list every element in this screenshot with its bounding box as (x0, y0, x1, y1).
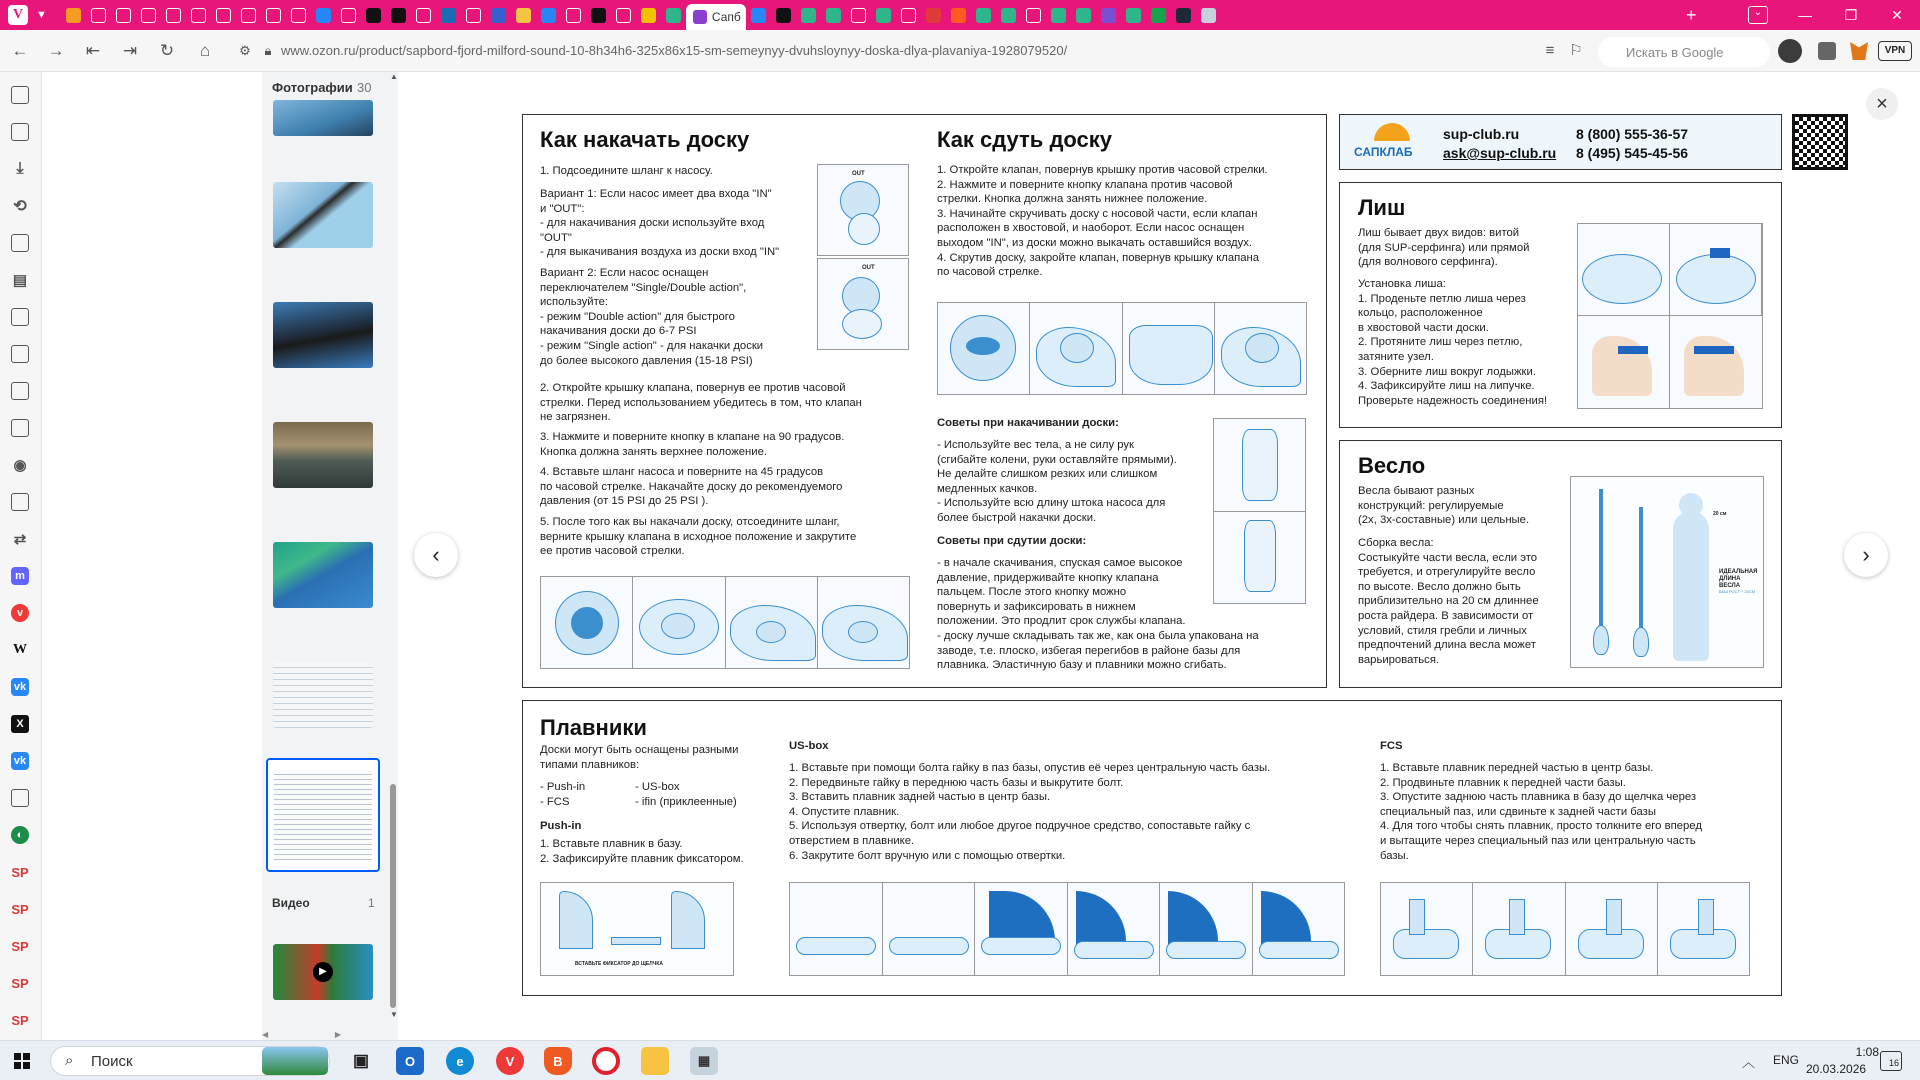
tab-favicon-icon (951, 8, 966, 23)
contacts-icon[interactable] (11, 493, 29, 511)
browser-tab[interactable] (611, 0, 636, 30)
browser-tab[interactable] (86, 0, 111, 30)
maximize-button[interactable]: ❐ (1844, 6, 1858, 23)
tab-favicon-icon (166, 8, 181, 23)
windows-taskbar (0, 1040, 1920, 1080)
tray-overflow-icon[interactable]: ︿ (1742, 1055, 1756, 1070)
browser-tab[interactable] (361, 0, 386, 30)
vpn-button[interactable]: VPN (1878, 41, 1912, 61)
play-icon[interactable]: ▶ (313, 962, 333, 982)
brand-email[interactable]: ask@sup-club.ru (1443, 145, 1557, 161)
browser-tab[interactable] (1146, 0, 1171, 30)
inflate-step-5: 5. После того как вы накачали доску, отсоедините шланг, верните крышку клапана в исходное положение и закрутите ее против часовой стрелки. (540, 516, 857, 558)
app-icon[interactable]: ▦ (690, 1047, 718, 1075)
browser-tab[interactable] (796, 0, 821, 30)
photos-count: 30 (357, 80, 372, 95)
browser-tab[interactable] (186, 0, 211, 30)
video-thumbnail[interactable] (273, 944, 373, 1000)
gallery-thumbnail[interactable] (273, 100, 373, 136)
calendar-icon[interactable] (11, 382, 29, 400)
browser-tab[interactable] (286, 0, 311, 30)
web-panel-icon[interactable]: ◐ (11, 826, 29, 844)
tab-favicon-icon (901, 8, 916, 23)
vivaldi-icon[interactable]: v (11, 604, 29, 622)
tab-favicon-icon (566, 8, 581, 23)
fins-types-right: - US-box - ifin (приклеенные) (635, 781, 737, 808)
chevron-down-icon[interactable]: ▼ (36, 9, 47, 21)
inflate-step-2: 2. Откройте крышку клапана, повернув ее против часовой стрелки. Перед использованием убедитесь в том, что клапан не загрязнен. (540, 382, 862, 424)
browser-tab[interactable] (336, 0, 361, 30)
gallery-thumbnail[interactable] (273, 422, 373, 488)
video-count: 1 (368, 896, 375, 910)
vk-icon[interactable]: vk (11, 678, 29, 696)
clock-date[interactable]: 20.03.2026 (1806, 1062, 1867, 1076)
pushin-caption: ВСТАВЬТЕ ФИКСАТОР ДО ЩЕЛЧКА (575, 961, 663, 967)
tab-favicon-icon (776, 8, 791, 23)
browser-tab[interactable] (261, 0, 286, 30)
chevron-right-icon: › (1862, 542, 1870, 567)
file-explorer-icon[interactable] (641, 1047, 669, 1075)
history-icon[interactable]: ⟲ (13, 198, 27, 215)
clock-time[interactable]: 1:08 (1855, 1045, 1879, 1059)
reading-list-icon[interactable] (11, 123, 29, 141)
vivaldi-taskbar-icon[interactable]: V (496, 1047, 524, 1075)
browser-tab[interactable] (136, 0, 161, 30)
tab-list-icon[interactable]: ⌄ (1748, 6, 1768, 24)
bookmarks-panel-icon[interactable] (11, 86, 29, 104)
bookmark-icon[interactable]: ⚐ (1569, 42, 1583, 59)
paddle-extra-length: 20 см (1713, 511, 1727, 517)
tab-favicon-icon (1001, 8, 1016, 23)
browser-tab[interactable] (946, 0, 971, 30)
horizontal-scrollbar[interactable]: ◀ ▶ (262, 1030, 341, 1039)
inflate-step-3: 3. Нажмите и поверните кнопку в клапане на 90 градусов. Кнопка должна занять верхнее положение. (540, 431, 845, 458)
tab-favicon-icon (141, 8, 156, 23)
scroll-down-icon[interactable]: ▼ (390, 1010, 398, 1019)
new-tab-button[interactable]: + (1686, 5, 1697, 25)
address-toolbar (0, 30, 1920, 72)
forward-button[interactable]: → (47, 41, 65, 60)
search-highlight-image[interactable] (262, 1047, 328, 1075)
photo-gallery (262, 72, 398, 1042)
brand-phone-2: 8 (495) 545-45-56 (1576, 145, 1689, 161)
notification-count[interactable]: 16 (1880, 1051, 1902, 1071)
tips-inflate: - Используйте вес тела, а не силу рук (сгибайте колени, руки оставляйте прямыми). Не делайте слишком резких или слишком медленных качков. - Используйте всю длину штока насоса для более быстрой накачки доски. (937, 439, 1177, 524)
paddle-panel (1339, 440, 1782, 688)
browser-tab[interactable] (61, 0, 86, 30)
usbox-illustration (789, 882, 1345, 976)
deflate-steps: 1. Откройте клапан, повернув крышку против часовой стрелки. 2. Нажмите и поверните кнопку клапана против часовой стрелки. Кнопка должна занять нижнее положение. 3. Начинайте скручивать доску с носовой части, если клапан расположен в хвостовой, и наоборот. Если насос оснащен выходом "IN", из доски можно выкачать оставшийся воздух. 4. Скрутив доску, закройте клапан, повернув крышку клапана по часовой стрелке. (937, 164, 1268, 279)
browser-side-panel (0, 72, 42, 1042)
browser-tab[interactable] (896, 0, 921, 30)
mail-icon[interactable] (11, 345, 29, 363)
browser-tab[interactable] (236, 0, 261, 30)
profile-avatar[interactable] (1778, 39, 1802, 63)
browser-tab[interactable] (1096, 0, 1121, 30)
tab-favicon-icon (1201, 8, 1216, 23)
fins-types-left: - Push-in - FCS (540, 781, 586, 808)
translate-icon[interactable] (11, 308, 29, 326)
inflate-steps-illustration (540, 576, 910, 669)
pushin-title: Push-in (540, 820, 582, 832)
tasks-icon[interactable] (11, 419, 29, 437)
close-viewer-button[interactable]: × (1866, 88, 1898, 120)
tab-favicon-icon (1126, 8, 1141, 23)
brave-icon[interactable]: B (544, 1047, 572, 1075)
tab-favicon-icon (926, 8, 941, 23)
inflate-step-4: 4. Вставьте шланг насоса и поверните на 45 градусов по часовой стрелке. Накачайте доску до рекомендуемого давления (от 15 PSI до 25 PSI ). (540, 466, 843, 508)
pushin-steps: 1. Вставьте плавник в базу. 2. Зафиксируйте плавник фиксатором. (540, 838, 744, 865)
pushin-illustration (540, 882, 734, 976)
rewind-button[interactable]: ⇤ (85, 41, 101, 60)
browser-tab[interactable] (821, 0, 846, 30)
deflate-steps-illustration (937, 302, 1307, 395)
sp-panel-icon-2[interactable]: SP (11, 901, 29, 917)
tab-favicon-icon (1101, 8, 1116, 23)
tab-favicon-icon (541, 8, 556, 23)
browser-tab[interactable] (311, 0, 336, 30)
browser-tab[interactable] (436, 0, 461, 30)
fins-panel (522, 700, 1782, 996)
browser-tab[interactable] (586, 0, 611, 30)
tab-favicon-icon (441, 8, 456, 23)
browser-tab[interactable] (511, 0, 536, 30)
next-image-button[interactable] (1844, 533, 1888, 577)
tab-favicon-icon (1026, 8, 1041, 23)
opera-icon[interactable] (592, 1047, 620, 1075)
wikipedia-icon[interactable]: W (13, 642, 27, 657)
fins-intro: Доски могут быть оснащены разными типами плавников: (540, 744, 739, 771)
browser-tab[interactable] (161, 0, 186, 30)
minimize-button[interactable]: — (1798, 7, 1812, 23)
browser-tab[interactable] (661, 0, 686, 30)
edge-icon[interactable]: e (446, 1047, 474, 1075)
inflate-variant-1: Вариант 1: Если насос имеет два входа "IN" и "OUT": - для накачивания доски используйте вход "OUT" - для выкачивания воздуха из доски вход "IN" (540, 188, 780, 259)
tab-favicon-icon (641, 8, 656, 23)
browser-tab[interactable] (846, 0, 871, 30)
tab-favicon-icon (751, 8, 766, 23)
leash-title: Лиш (1358, 195, 1406, 220)
qr-code (1792, 114, 1848, 170)
scrollbar-thumb[interactable] (390, 784, 396, 1008)
tab-favicon-icon (116, 8, 131, 23)
search-icon: ⌕ (65, 1052, 74, 1069)
ideal-length-formula: ВАШ РОСТ + 20СМ (1719, 589, 1756, 594)
brand-header (1339, 114, 1782, 170)
sp-panel-icon[interactable]: SP (11, 864, 29, 880)
gallery-thumbnail[interactable] (273, 662, 373, 728)
pump-instructions-panel (522, 114, 1327, 688)
fins-title: Плавники (540, 715, 647, 740)
google-search-input[interactable]: Искать в Google (1598, 37, 1770, 67)
pump-in-label: OUT (862, 265, 875, 271)
ideal-length-label: ИДЕАЛЬНАЯ ДЛИНА ВЕСЛА (1719, 569, 1758, 589)
windows-start-icon[interactable] (14, 1053, 30, 1069)
deflate-title: Как сдуть доску (937, 127, 1113, 152)
pump-out-diagram (817, 164, 909, 256)
video-label: Видео (272, 896, 310, 910)
tab-favicon-icon (1076, 8, 1091, 23)
tips-deflate: - в начале скачивания, спуская самое высокое давление, придерживайте кнопку клапана пальцем. После этого кнопку можно повернуть и зафиксировать в нижнем положении. Это продлит срок службы клапана. - доску лучше складывать так же, как она была упакована на заводе, т.е. плоско, избегая перегибов в районе базы для плавника. Эластичную базу и плавники можно сгибать. (937, 557, 1259, 672)
reload-icon[interactable]: ↻ (159, 41, 175, 60)
inflate-title: Как накачать доску (540, 127, 750, 152)
leash-panel (1339, 182, 1782, 428)
browser-tab[interactable] (411, 0, 436, 30)
brand-site[interactable]: sup-club.ru (1443, 126, 1520, 142)
browser-tab[interactable] (1071, 0, 1096, 30)
tab-favicon-icon (1176, 8, 1191, 23)
downloads-icon[interactable]: ⤓ (16, 160, 24, 177)
sp-panel-icon-3[interactable]: SP (11, 938, 29, 954)
paddle-steps: Сборка весла: Состыкуйте части весла, если это требуется, и отрегулируйте весло по высоте. Весло должно быть приблизительно на 20 см длиннее роста райдера. В зависимости от условий, стиля гребли и личных предпочтений длина весла может варьироваться. (1358, 537, 1539, 666)
tab-favicon-icon (851, 8, 866, 23)
window-panel-icon[interactable]: ▤ (12, 272, 28, 289)
browser-tab[interactable] (871, 0, 896, 30)
tab-favicon-icon (616, 8, 631, 23)
pump-technique-illustration (1213, 418, 1306, 604)
notes-icon[interactable] (11, 234, 29, 252)
browser-tab[interactable] (111, 0, 136, 30)
browser-tab[interactable] (386, 0, 411, 30)
browser-tab[interactable] (1196, 0, 1221, 30)
tab-favicon-icon (341, 8, 356, 23)
chevron-left-icon: ‹ (432, 542, 440, 567)
tab-strip (0, 0, 1920, 30)
leash-intro: Лиш бывает двух видов: витой (для SUP-серфинга) или прямой (для волнового серфинга). (1358, 227, 1530, 269)
home-icon[interactable]: ⌂ (199, 41, 211, 60)
gallery-thumbnail-selected[interactable] (266, 758, 380, 872)
x-twitter-icon[interactable]: X (11, 715, 29, 733)
shield-icon[interactable] (1818, 42, 1836, 60)
pump-out-label: OUT (852, 171, 865, 177)
tab-favicon-icon (876, 8, 891, 23)
inflate-variant-2: Вариант 2: Если насос оснащен переключателем "Single/Double action", используйте: - режим "Double action" для быстрого накачивания доски до 6-7 PSI - режим "Single action" - для накачки доски до более высокого давления (15-18 PSI) (540, 267, 764, 367)
browser-tab[interactable] (461, 0, 486, 30)
reader-view-icon[interactable]: ≡ (1545, 42, 1555, 59)
paddle-illustration (1570, 476, 1764, 668)
site-settings-icon[interactable]: ⚙ (239, 43, 251, 58)
fcs-illustration (1380, 882, 1750, 976)
tab-favicon-icon (66, 8, 81, 23)
tab-favicon-icon (591, 8, 606, 23)
metamask-icon[interactable] (1850, 42, 1868, 60)
browser-tab[interactable] (921, 0, 946, 30)
close-window-button[interactable]: ✕ (1891, 6, 1903, 23)
browser-tab[interactable] (636, 0, 661, 30)
tips-deflate-title: Советы при сдутии доски: (937, 535, 1087, 547)
leash-steps: Установка лиша: 1. Проденьте петлю лиша через кольцо, расположенное в хвостовой части доски. 2. Протяните лиш через петлю, затяните узел. 3. Оберните лиш вокруг лодыжки. 4. Зафиксируйте лиш на липучке. Проверьте надежность соединения! (1358, 278, 1548, 407)
browser-tab[interactable] (746, 0, 771, 30)
tab-favicon-icon (801, 8, 816, 23)
tab-favicon-icon (241, 8, 256, 23)
feeds-icon[interactable]: ◉ (13, 457, 27, 474)
active-tab-title: Сапб (711, 9, 741, 24)
tab-favicon-icon (291, 8, 306, 23)
browser-tab[interactable] (1171, 0, 1196, 30)
tab-favicon-icon (216, 8, 231, 23)
previous-image-button[interactable] (414, 533, 458, 577)
language-indicator[interactable]: ENG (1773, 1053, 1800, 1067)
browser-tab[interactable] (996, 0, 1021, 30)
usbox-title: US-box (789, 740, 829, 752)
tab-favicon-icon (1151, 8, 1166, 23)
gallery-thumbnail[interactable] (273, 182, 373, 248)
supclub-logo: САПКЛАБ (1352, 121, 1432, 163)
sync-icon[interactable]: ⇄ (13, 531, 27, 548)
tab-favicon-icon (366, 8, 381, 23)
page-icon[interactable] (11, 789, 29, 807)
leash-illustration (1577, 223, 1763, 409)
tab-favicon-icon (266, 8, 281, 23)
vk-icon-2[interactable]: vk (11, 752, 29, 770)
brand-phone-1: 8 (800) 555-36-57 (1576, 126, 1689, 142)
tab-favicon-icon (516, 8, 531, 23)
browser-tab[interactable] (1021, 0, 1046, 30)
site-favicon-icon (693, 10, 707, 24)
paddle-intro: Весла бывают разных конструкций: регулируемые (2х, 3х-составные) или цельные. (1358, 485, 1530, 527)
pump-in-diagram (817, 258, 909, 350)
paddle-title: Весло (1358, 453, 1426, 478)
tab-favicon-icon (416, 8, 431, 23)
fast-forward-button[interactable]: ⇥ (122, 41, 138, 60)
tips-inflate-title: Советы при накачивании доски: (937, 417, 1119, 429)
photos-label: Фотографии (272, 80, 353, 95)
outlook-icon[interactable]: O (396, 1047, 424, 1075)
gallery-scrollbar[interactable] (388, 72, 398, 1020)
browser-tab[interactable] (561, 0, 586, 30)
gallery-thumbnail[interactable] (273, 542, 373, 608)
tab-active[interactable] (686, 4, 746, 30)
back-button[interactable]: ← (11, 41, 29, 60)
browser-tab[interactable] (971, 0, 996, 30)
tab-favicon-icon (391, 8, 406, 23)
mastodon-icon[interactable]: m (11, 567, 29, 585)
tab-favicon-icon (466, 8, 481, 23)
tab-favicon-icon (316, 8, 331, 23)
tab-favicon-icon (491, 8, 506, 23)
url-field[interactable]: www.ozon.ru/product/sapbord-fjord-milford-sound-10-8h34h6-325x86x15-sm-semeynyy-dvuhsloynyy-doska-dlya-plavaniya-1928079520/ (281, 43, 1068, 58)
taskbar-search-label: Поиск (91, 1053, 133, 1070)
browser-tab[interactable] (1046, 0, 1071, 30)
scroll-up-icon[interactable]: ▲ (390, 72, 398, 81)
browser-tab[interactable] (211, 0, 236, 30)
lock-icon[interactable]: 🔒︎ (264, 43, 272, 58)
tab-favicon-icon (666, 8, 681, 23)
tab-favicon-icon (91, 8, 106, 23)
tab-favicon-icon (826, 8, 841, 23)
browser-tab[interactable] (486, 0, 511, 30)
vivaldi-logo-icon[interactable]: V (8, 5, 28, 25)
task-view-icon[interactable]: ▣ (352, 1051, 370, 1070)
sp-panel-icon-4[interactable]: SP (11, 975, 29, 991)
sp-panel-icon-5[interactable]: SP (11, 1012, 29, 1028)
browser-tab[interactable] (771, 0, 796, 30)
fcs-steps: 1. Вставьте плавник передней частью в центр базы. 2. Продвиньте плавник к передней части базы. 3. Опустите заднюю часть плавника в базу до щелчка через специальный паз, или сдвиньте к задней части базы 4. Для того чтобы снять плавник, просто толкните его вперед и вытащите через специальный паз или центральную часть базы. (1380, 762, 1702, 862)
tab-favicon-icon (1051, 8, 1066, 23)
browser-tab[interactable] (1121, 0, 1146, 30)
tab-favicon-icon (191, 8, 206, 23)
fcs-title: FCS (1380, 740, 1403, 752)
usbox-steps: 1. Вставьте при помощи болта гайку в паз базы, опустив её через центральную часть базы. 2. Передвиньте гайку в переднюю часть базы и выкрутите болт. 3. Вставить плавник задней частью в центр базы. 4. Опустите плавник. 5. Используя отвертку, болт или любое другое подручное средство, сопоставьте гайку с отверстием в плавнике. 6. Закрутите болт вручную или с помощью отвертки. (789, 762, 1271, 862)
tab-favicon-icon (976, 8, 991, 23)
inflate-step-1: 1. Подсоедините шланг к насосу. (540, 165, 713, 177)
browser-tab[interactable] (536, 0, 561, 30)
gallery-thumbnail[interactable] (273, 302, 373, 368)
